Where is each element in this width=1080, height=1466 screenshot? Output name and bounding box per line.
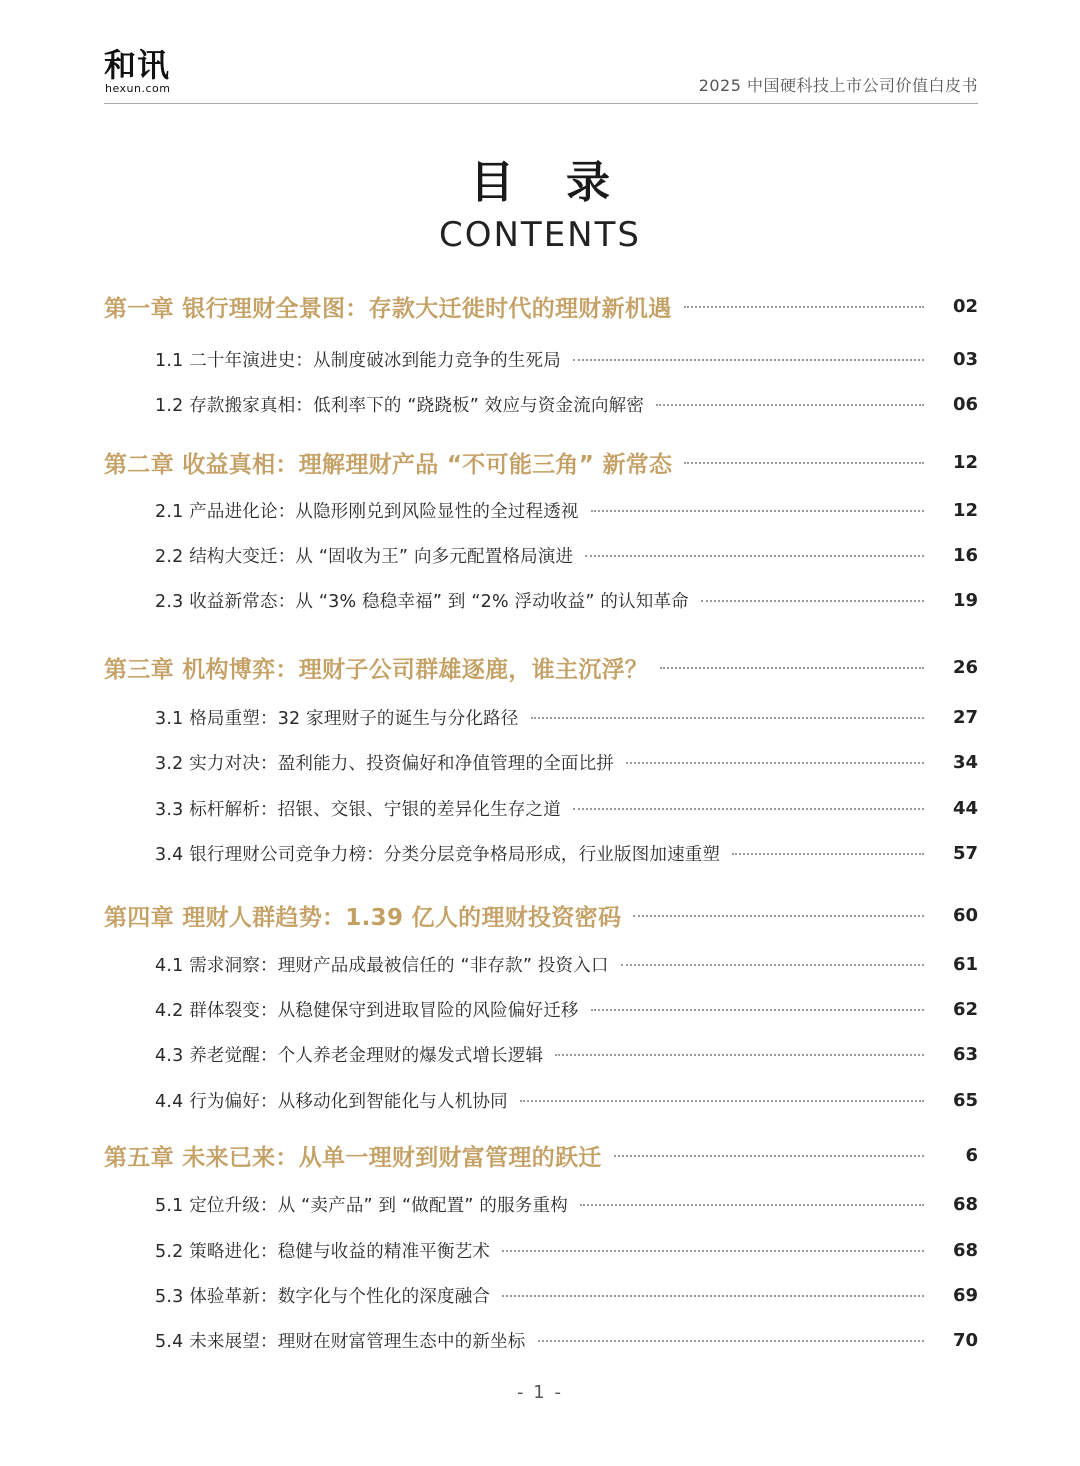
dot-leader [614, 1155, 924, 1157]
toc-section-5-4[interactable] [155, 1324, 978, 1356]
dot-leader [531, 717, 924, 719]
toc-entry-label: 3.3 标杆解析：招银、交银、宁银的差异化生存之道 [155, 799, 561, 820]
toc-entry-label: 1.2 存款搬家真相：低利率下的 “跷跷板” 效应与资金流向解密 [155, 395, 645, 416]
toc-entry-label: 5.3 体验革新：数字化与个性化的深度融合 [155, 1286, 491, 1307]
toc-section-3-2[interactable] [155, 746, 978, 778]
toc-page-number: 68 [952, 1239, 978, 1261]
toc-page-number: 26 [952, 656, 978, 678]
toc-entry-label: 5.2 策略进化：稳健与收益的精准平衡艺术 [155, 1241, 491, 1262]
dot-leader [555, 1054, 924, 1056]
toc-section-1-1[interactable] [155, 343, 978, 375]
toc-section-4-2[interactable] [155, 993, 978, 1025]
toc-page-number: 69 [952, 1284, 978, 1306]
dot-leader [573, 808, 924, 810]
toc-section-3-4[interactable] [155, 837, 978, 869]
toc-section-4-1[interactable] [155, 948, 978, 980]
toc-section-2-3[interactable] [155, 584, 978, 616]
toc-page-number: 03 [952, 348, 978, 370]
toc-entry-label: 第二章 收益真相：理解理财产品 “不可能三角” 新常态 [104, 451, 673, 478]
toc-section-1-2[interactable] [155, 388, 978, 420]
toc-page-number: 06 [952, 393, 978, 415]
toc-entry-label: 5.4 未来展望：理财在财富管理生态中的新坐标 [155, 1331, 526, 1352]
toc-section-4-4[interactable] [155, 1084, 978, 1116]
toc-page-number: 44 [952, 797, 978, 819]
dot-leader [502, 1250, 924, 1252]
toc-chapter-4[interactable] [104, 899, 978, 931]
toc-page-number: 61 [952, 953, 978, 975]
toc-page-number: 70 [952, 1329, 978, 1351]
dot-leader [591, 1009, 924, 1011]
toc-page-number: 57 [952, 842, 978, 864]
dot-leader [660, 667, 924, 669]
toc-section-3-3[interactable] [155, 792, 978, 824]
dot-leader [626, 762, 924, 764]
dot-leader [585, 555, 924, 557]
toc-entry-label: 2.1 产品进化论：从隐形刚兑到风险显性的全过程透视 [155, 501, 579, 522]
toc-section-3-1[interactable] [155, 701, 978, 733]
toc-page-number: 27 [952, 706, 978, 728]
dot-leader [684, 306, 924, 308]
toc-section-2-2[interactable] [155, 539, 978, 571]
toc-entry-label: 第一章 银行理财全景图：存款大迁徙时代的理财新机遇 [104, 295, 672, 322]
toc-section-5-2[interactable] [155, 1234, 978, 1266]
toc-entry-label: 第五章 未来已来：从单一理财到财富管理的跃迁 [104, 1144, 602, 1171]
toc-subtitle: CONTENTS [439, 215, 641, 255]
dot-leader [684, 462, 924, 464]
dot-leader [502, 1295, 924, 1297]
toc-entry-label: 4.4 行为偏好：从移动化到智能化与人机协同 [155, 1091, 508, 1112]
toc-entry-label: 2.3 收益新常态：从 “3% 稳稳幸福” 到 “2% 浮动收益” 的认知革命 [155, 591, 689, 612]
toc-page-number: 65 [952, 1089, 978, 1111]
toc-page-number: 02 [952, 295, 978, 317]
toc-chapter-3[interactable] [104, 651, 978, 683]
toc-page-number: 12 [952, 451, 978, 473]
footer-page-number: - 1 - [517, 1382, 563, 1403]
toc-page-number: 60 [952, 904, 978, 926]
toc-title: 目录 [470, 157, 662, 208]
toc-entry-label: 4.1 需求洞察：理财产品成最被信任的 “非存款” 投资入口 [155, 955, 609, 976]
toc-entry-label: 第三章 机构博弈：理财子公司群雄逐鹿，谁主沉浮？ [104, 656, 649, 683]
toc-page-number: 62 [952, 998, 978, 1020]
toc-entry-label: 2.2 结构大变迁：从 “固收为王” 向多元配置格局演进 [155, 546, 574, 567]
dot-leader [538, 1340, 925, 1342]
toc-page-number: 19 [952, 589, 978, 611]
report-title: 2025 中国硬科技上市公司价值白皮书 [698, 76, 978, 95]
toc-page-number: 6 [965, 1144, 978, 1166]
toc-section-2-1[interactable] [155, 494, 978, 526]
dot-leader [591, 510, 924, 512]
logo-wordmark: 和讯 [104, 46, 171, 84]
toc-section-5-1[interactable] [155, 1188, 978, 1220]
dot-leader [701, 600, 924, 602]
toc-section-5-3[interactable] [155, 1279, 978, 1311]
dot-leader [621, 964, 924, 966]
toc-section-4-3[interactable] [155, 1038, 978, 1070]
dot-leader [633, 915, 924, 917]
toc-page-number: 12 [952, 499, 978, 521]
toc-page-number: 68 [952, 1193, 978, 1215]
logo-domain: hexun.com [105, 82, 171, 95]
toc-entry-label: 5.1 定位升级：从 “卖产品” 到 “做配置” 的服务重构 [155, 1195, 568, 1216]
dot-leader [656, 404, 924, 406]
toc-page-number: 16 [952, 544, 978, 566]
toc-entry-label: 4.2 群体裂变：从稳健保守到进取冒险的风险偏好迁移 [155, 1000, 579, 1021]
toc-chapter-5[interactable] [104, 1139, 978, 1171]
dot-leader [580, 1204, 924, 1206]
dot-leader [732, 853, 924, 855]
toc-entry-label: 3.2 实力对决：盈利能力、投资偏好和净值管理的全面比拼 [155, 753, 614, 774]
toc-chapter-1[interactable] [104, 290, 978, 322]
toc-entry-label: 4.3 养老觉醒：个人养老金理财的爆发式增长逻辑 [155, 1045, 544, 1066]
toc-page-number: 63 [952, 1043, 978, 1065]
toc-entry-label: 3.1 格局重塑：32 家理财子的诞生与分化路径 [155, 708, 519, 729]
dot-leader [573, 359, 924, 361]
toc-entry-label: 3.4 银行理财公司竞争力榜：分类分层竞争格局形成，行业版图加速重塑 [155, 844, 721, 865]
toc-chapter-2[interactable] [104, 446, 978, 478]
dot-leader [520, 1100, 924, 1102]
toc-entry-label: 1.1 二十年演进史：从制度破冰到能力竞争的生死局 [155, 350, 561, 371]
toc-page-number: 34 [952, 751, 978, 773]
toc-entry-label: 第四章 理财人群趋势：1.39 亿人的理财投资密码 [104, 904, 622, 931]
